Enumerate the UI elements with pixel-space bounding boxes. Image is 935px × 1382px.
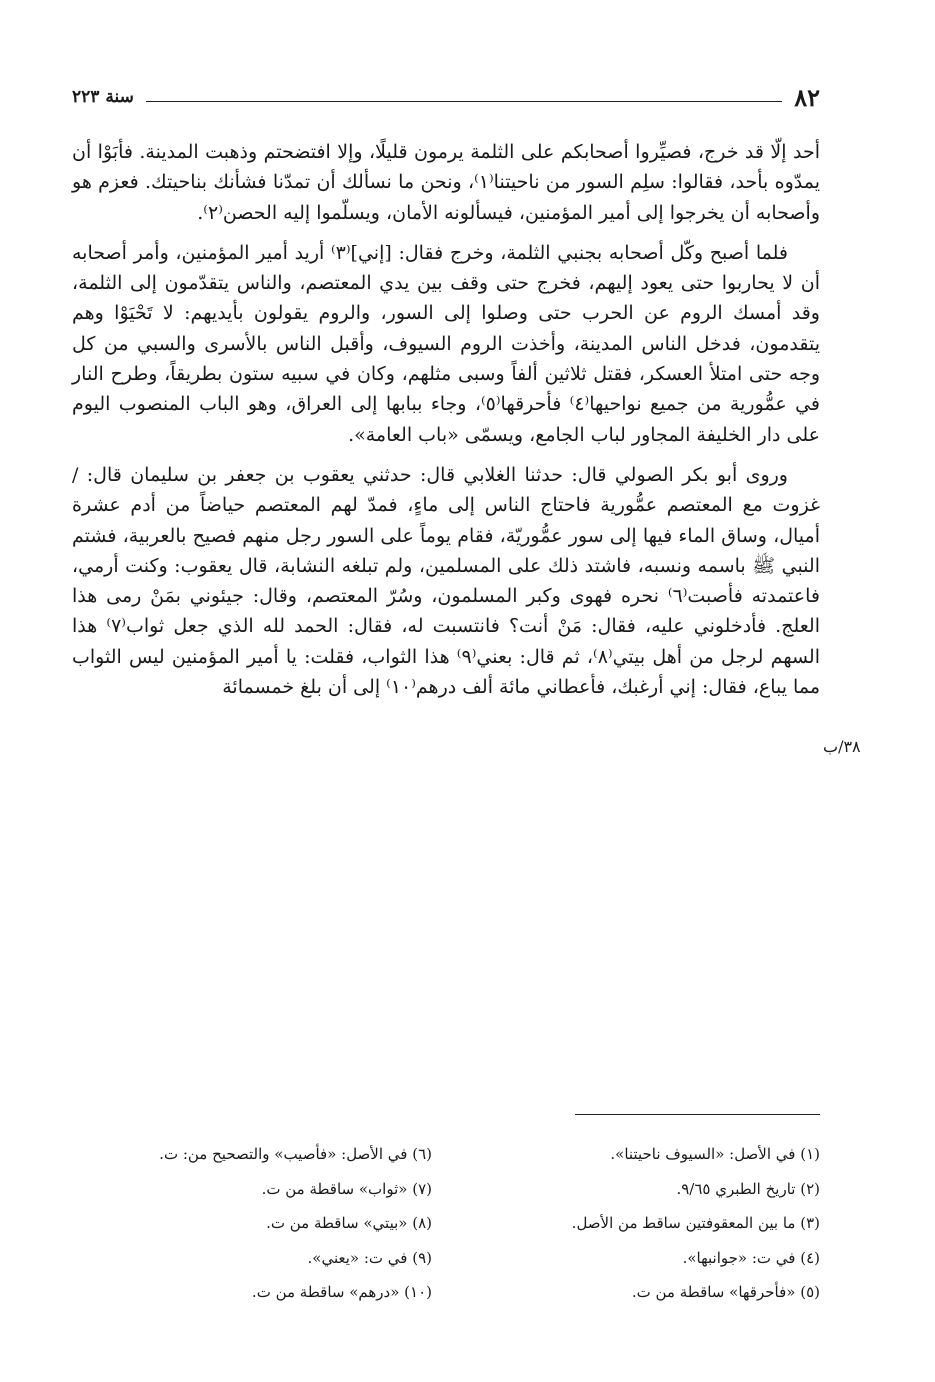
running-title: سنة ٢٢٣ xyxy=(72,87,134,107)
footnote-rule xyxy=(575,1114,820,1115)
footnote-5: (٥) «فأحرقها» ساقطة من ت. xyxy=(631,1283,820,1301)
footnote-9: (٩) في ت: «يعني». xyxy=(307,1248,432,1267)
footnote-10: (١٠) «درهم» ساقطة من ت. xyxy=(251,1283,432,1301)
footnote-7: (٧) «ثواب» ساقطة من ت. xyxy=(261,1179,432,1198)
page-header xyxy=(72,80,820,114)
paragraph-2: فلما أصبح وكّل أصحابه بجنبي الثلمة، وخرج فقال: [إني]⁽٣⁾ أريد أمير المؤمنين، وأمر أصحابه أن لا يحاربوا حتى يعود إليهم، فخرج حتى وقف بين يدي المعتصم، والناس يتقدّمون إلى الثلمة، وقد أمسك الروم عن الحرب حتى وصلوا إلى السور، والروم يقولون بأيديهم: لا تَحْيَوْا وهم يتقدمون، فدخل الناس المدينة، وأخذت الروم السيوف، وأقبل الناس بالأسرى والسبي من كل وجه حتى امتلأ العسكر، فقتل ثلاثين ألفاً وسبى مثلهم، وكان في سبيه ستون بطريقاً، وطرح النار في عمُّورية من جميع نواحيها⁽٤⁾ فأحرقها⁽٥⁾، وجاء ببابها إلى العراق، وهو الباب المنصوب اليوم على دار الخليفة المجاور لباب الجامع، ويسمّى «باب العامة». xyxy=(72,241,821,446)
footnote-4: (٤) في ت: «جوانبها». xyxy=(682,1248,820,1267)
footnotes-right-column xyxy=(460,1137,820,1310)
footnote-6: (٦) في الأصل: «فأصيب» والتصحيح من: ت. xyxy=(159,1145,432,1163)
footnote-2: (٢) تاريخ الطبري ٩/٦٥. xyxy=(676,1179,820,1198)
manuscript-folio-note: ٣٨/ب xyxy=(823,737,861,756)
footnotes xyxy=(72,1137,820,1310)
paragraph-3: وروى أبو بكر الصولي قال: حدثنا الغلابي قال: حدثني يعقوب بن جعفر بن سليمان قال: / غزوت مع المعتصم عمُّورية فاحتاج الناس إلى ماءٍ، فمدّ لهم المعتصم حياضاً من أدم عشرة أميال، وساق الماء فيها إلى سور عمُّوريّة، فقام يوماً على السور رجل منهم فصيح بالعربية، فشتم النبي ﷺ باسمه ونسبه، فاشتد ذلك على المسلمين، ولم تبلغه النشابة، قال يعقوب: وكنت أرمي، فاعتمدته فأصبت⁽٦⁾ نحره فهوى وكبر المسلمون، وسُرّ المعتصم، وقال: جيئوني بمَنْ رمى هذا العلج. فأدخلوني عليه، فقال: مَنْ أنت؟ فانتسبت له، فقال: الحمد لله الذي جعل ثواب⁽٧⁾ هذا السهم لرجل من أهل بيتي⁽٨⁾، ثم قال: بعني⁽٩⁾ هذا الثواب، فقلت: يا أمير المؤمنين ليس الثواب مما يباع، فقال: إني أرغبك، فأعطاني مائة ألف درهم⁽١٠⁾ إلى أن بلغ خمسمائة xyxy=(72,463,820,699)
page-number: ٨٢ xyxy=(794,82,820,112)
footnote-3: (٣) ما بين المعقوفتين ساقط من الأصل. xyxy=(571,1214,820,1232)
footnotes-left-column xyxy=(72,1137,432,1310)
footnote-1: (١) في الأصل: «السيوف ناحيتنا». xyxy=(610,1145,820,1163)
footnote-8: (٨) «بيتي» ساقطة من ت. xyxy=(266,1214,432,1232)
paragraph-1: أحد إلّا قد خرج، فصيِّروا أصحابكم على الثلمة يرمون قليلًا، وإلا افتضحتم وذهبت المدينة. فأبَوْا أن يمدّوه بأحد، فقالوا: سلِم السور من ناحيتنا⁽١⁾، ونحن ما نسألك أن تمدّنا فشأنك بناحيتك. فعزم هو وأصحابه أن يخرجوا إلى أمير المؤمنين، فيسألونه الأمان، ويسلّموا إليه الحصن⁽٢⁾. xyxy=(72,141,820,224)
header-rule xyxy=(146,101,782,102)
main-text xyxy=(72,137,820,712)
